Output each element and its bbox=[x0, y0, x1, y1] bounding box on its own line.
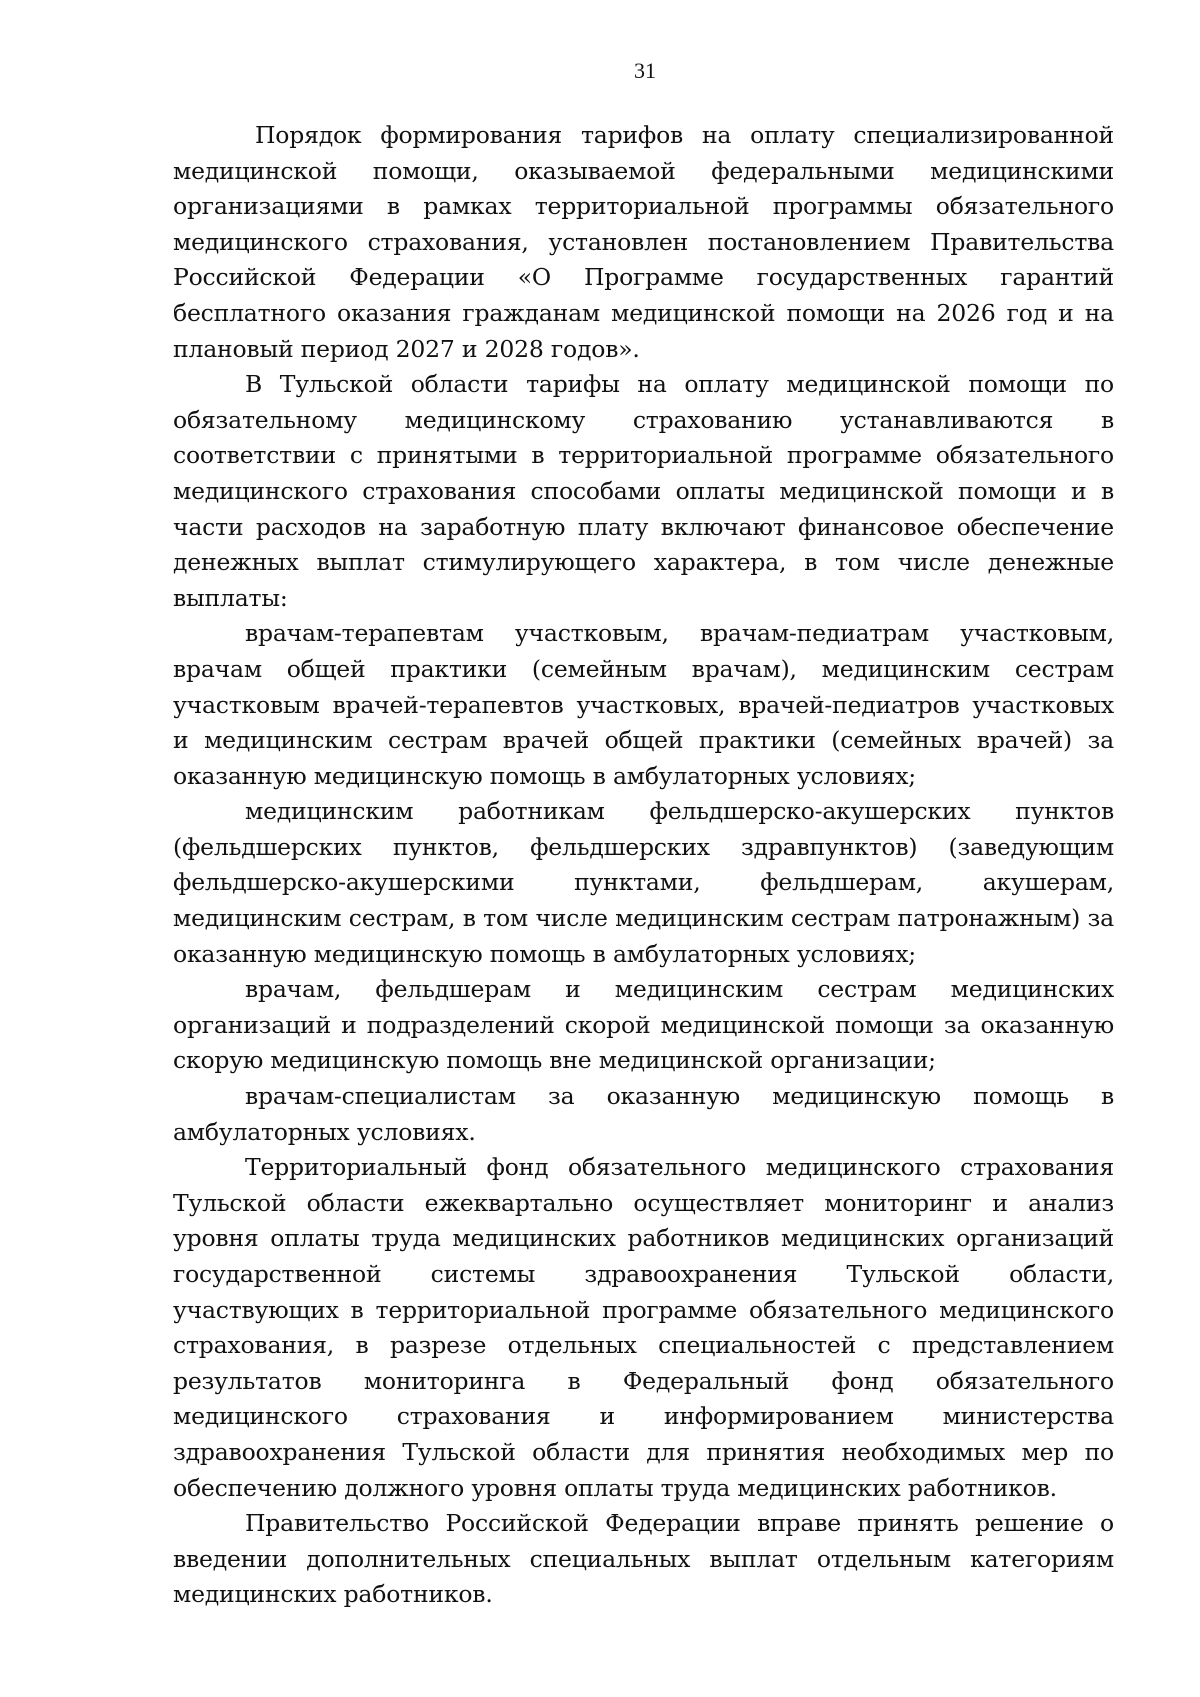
paragraph-government-decision: Правительство Российской Федерации вправе принять решение о введении дополнительных специальных выплат отдельным категориям медицинских работников. bbox=[173, 1509, 1114, 1609]
document-body bbox=[173, 118, 1114, 1613]
paragraph-payments-ambulance: врачам, фельдшерам и медицинским сестрам медицинских организаций и подразделений скорой медицинской помощи за оказанную скорую медицинскую помощь вне медицинской организации; bbox=[173, 975, 1114, 1075]
paragraph-payments-specialists: врачам-специалистам за оказанную медицинскую помощь в амбулаторных условиях. bbox=[173, 1082, 1114, 1146]
paragraph-payments-district-doctors: врачам-терапевтам участковым, врачам-педиатрам участковым, врачам общей практики (семейным врачам), медицинским сестрам участковым врачей-терапевтов участковых, врачей-педиатров участковых и медицинским сестрам врачей общей практики (семейных врачей) за оказанную медицинскую помощь в амбулаторных условиях; bbox=[173, 619, 1114, 790]
paragraph-monitoring: Территориальный фонд обязательного медицинского страхования Тульской области ежеквартально осуществляет мониторинг и анализ уровня оплаты труда медицинских работников медицинских организаций государственной системы здравоохранения Тульской области, участвующих в территориальной программе обязательного медицинского страхования, в разрезе отдельных специальностей с представлением результатов мониторинга в Федеральный фонд обязательного медицинского страхования и информированием министерства здравоохранения Тульской области для принятия необходимых мер по обеспечению должного уровня оплаты труда медицинских работников. bbox=[173, 1153, 1114, 1502]
paragraph-tula-tariffs: В Тульской области тарифы на оплату медицинской помощи по обязательному медицинскому страхованию устанавливаются в соответствии с принятыми в территориальной программе обязательного медицинского страхования способами оплаты медицинской помощи и в части расходов на заработную плату включают финансовое обеспечение денежных выплат стимулирующего характера, в том числе денежные выплаты: bbox=[173, 370, 1114, 612]
paragraph-tariff-procedure: Порядок формирования тарифов на оплату специализированной медицинской помощи, оказываемой федеральными медицинскими организациями в рамках территориальной программы обязательного медицинского страхования, установлен постановлением Правительства Российской Федерации «О Программе государственных гарантий бесплатного оказания гражданам медицинской помощи на 2026 год и на плановый период 2027 и 2028 годов». bbox=[173, 121, 1114, 363]
page-number: 31 bbox=[634, 58, 656, 83]
paragraph-payments-feldsher-points: медицинским работникам фельдшерско-акушерских пунктов (фельдшерских пунктов, фельдшерских здравпунктов) (заведующим фельдшерско-акушерскими пунктами, фельдшерам, акушерам, медицинским сестрам, в том числе медицинским сестрам патронажным) за оказанную медицинскую помощь в амбулаторных условиях; bbox=[173, 797, 1114, 968]
